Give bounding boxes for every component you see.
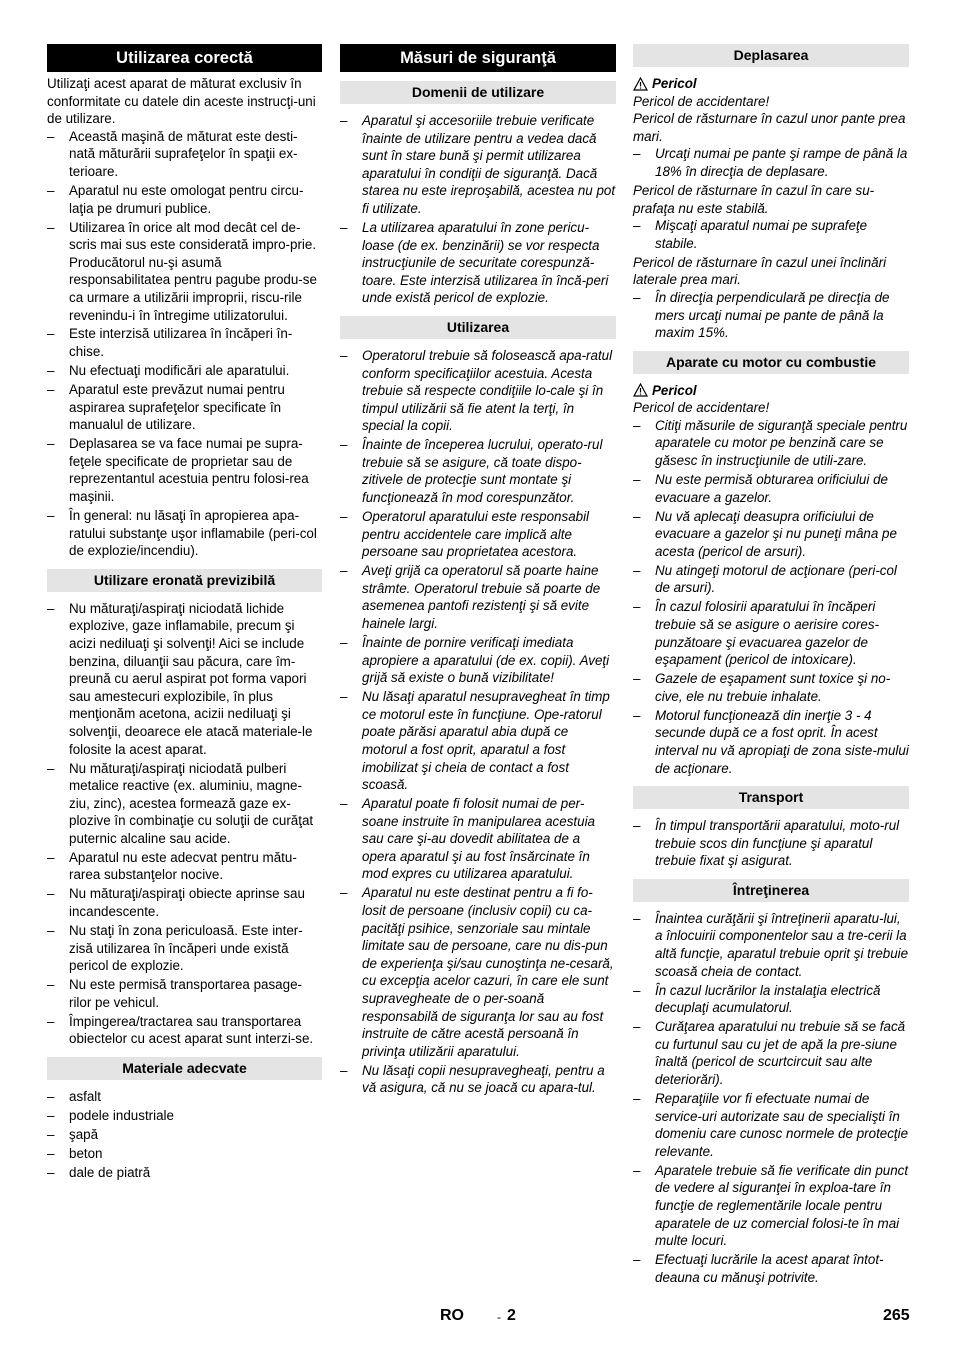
dash-bullet: –: [47, 1126, 55, 1142]
list-item-text: Aparatele trebuie să fie verificate din punct de vedere al siguranţei în exploa-tare în funcţie de reglementările locale pentru aparatele de uz comercial folosi-te în mai multe locuri.: [655, 1162, 909, 1249]
dash-bullet: –: [633, 1090, 641, 1106]
dash-bullet: –: [47, 363, 55, 379]
dash-bullet: –: [633, 562, 641, 578]
list-item-text: Nu efectuaţi modificări ale aparatului.: [69, 363, 290, 379]
list-item: [47, 325, 322, 360]
dash-bullet: –: [47, 1145, 55, 1161]
list-item-text: Nu este permisă obturarea orificiului de evacuare a gazelor.: [655, 472, 888, 505]
usage-list: [340, 347, 616, 1097]
list-item-text: Aparatul poate fi folosit numai de per-soane instruite în manipularea acestuia sau care şi-au dovedit abilitatea de a opera aparatul şi au fost însărcinate în mod expres cu utilizarea aparatului.: [362, 796, 595, 882]
travel-warning: [633, 75, 909, 93]
list-item: [340, 884, 616, 1060]
dash-bullet: –: [340, 437, 348, 453]
engine-text: Pericol de accidentare!: [633, 400, 770, 416]
list-item-text: Aparatul este prevăzut numai pentru aspirarea suprafeţelor specificate în manualul de utilizare.: [69, 382, 285, 433]
list-item-text: Operatorul aparatului este responsabil pentru accidentele care implică alte persoane sau proprietatea acestora.: [362, 509, 590, 560]
dash-bullet: –: [47, 1088, 55, 1104]
list-item: [47, 760, 322, 848]
list-item: [633, 1251, 909, 1286]
dash-bullet: –: [633, 707, 641, 723]
list-item-text: În timpul transportării aparatului, moto-rul trebuie scos din funcţiune şi aparatul trebuie fixat şi asigurat.: [655, 818, 900, 869]
subsection-title-transport: Transport: [633, 786, 909, 809]
section-title-safety: Măsuri de siguranţă: [340, 44, 616, 72]
column-left: [47, 44, 322, 1183]
engine-warning: [633, 382, 909, 400]
list-item-text: Efectuaţi lucrările la acest aparat întot-deauna cu mănuşi potrivite.: [655, 1252, 884, 1285]
dash-bullet: –: [47, 977, 55, 993]
list-item: – Mişcaţi aparatul numai pe suprafeţe stabile.: [633, 218, 868, 251]
dash-bullet: –: [47, 600, 55, 616]
list-item: [340, 562, 616, 632]
list-item: [47, 1145, 322, 1163]
list-item-text: Deplasarea se va face numai pe supra-feţele specificate de proprietar sau de reprezentantul acestuia pentru folosi-rea maşinii.: [69, 436, 309, 504]
list-item-text: Împingerea/tractarea sau transportarea obiectelor cu acest aparat sunt interzi-se.: [69, 1013, 314, 1047]
dash-bullet: –: [633, 910, 641, 926]
dash-bullet: –: [633, 472, 641, 488]
list-item: [47, 600, 322, 758]
dash-bullet: –: [340, 689, 348, 705]
list-item-text: Aparatul nu este adecvat pentru mătu-rarea substanţelor nocive.: [69, 849, 297, 883]
footer-language: RO: [440, 1307, 464, 1324]
list-item-text: Aveţi grijă ca operatorul să poarte haine strâmte. Operatorul trebuie să poarte de asemenea pantofi rezistenţi şi să evite hainele largi.: [362, 563, 601, 631]
list-item-text: Nu măturaţi/aspiraţi niciodată lichide explozive, gaze inflamabile, precum şi acizi nediluaţi şi solvenţi! Aici se include benzina, diluanţii sau păcura, care îm-preună cu aerul aspirat pot forma vapori sau amestecuri explozibile, în plus menţionăm acetona, acizii nediluaţi şi solvenţii, deoarece ele atacă materiale-le folosite la acest aparat.: [69, 600, 313, 757]
dash-bullet: –: [340, 885, 348, 901]
dash-bullet: –: [47, 436, 55, 452]
dash-bullet: –: [47, 182, 55, 198]
correct-use-list: [47, 128, 322, 560]
subsection-title-travel: Deplasarea: [633, 44, 909, 67]
list-item-text: Gazele de eşapament sunt toxice şi no-cive, ele nu trebuie inhalate.: [655, 671, 891, 704]
list-item: [633, 562, 909, 597]
list-item: [633, 471, 909, 506]
list-item-text: În cazul folosirii aparatului în încăperi trebuie să se asigure o aerisire cores-punzătoare şi evacuarea gazelor de eşapament (pericol de intoxicare).: [655, 599, 880, 668]
dash-bullet: –: [633, 818, 641, 834]
intro-paragraph: Utilizaţi acest aparat de măturat exclusiv în conformitate cu datele din aceste instrucţi-uni de utilizare.: [47, 76, 316, 127]
subsection-title-domains: Domenii de utilizare: [340, 81, 616, 104]
list-item: [633, 817, 909, 870]
subsection-title-engine: Aparate cu motor cu combustie: [633, 351, 909, 374]
footer-section-number: 2: [507, 1307, 516, 1324]
subsection-title-misuse: Utilizare eronată previzibilă: [47, 569, 322, 592]
list-item-text: dale de piatră: [69, 1164, 151, 1180]
list-item: [47, 182, 322, 217]
list-item-text: Aparatul şi accesoriile trebuie verificate înainte de utilizare pentru a vedea dacă sunt în stare bună şi permit utilizarea aparatului în condiţii de siguranţă. Dacă starea nu este ireproşabilă, acestea nu pot fi utilizate.: [362, 113, 616, 216]
list-item: [47, 1088, 322, 1106]
list-item-text: Operatorul trebuie să folosească apa-ratul conform specificaţiilor acestuia. Acesta trebuie să respecte condiţiile lo-cale şi în timpul utilizării să fie atent la terţi, în special la copii.: [362, 347, 613, 434]
list-item: [633, 508, 909, 561]
list-item: [47, 1126, 322, 1144]
dash-bullet: –: [47, 886, 55, 902]
subsection-title-usage: Utilizarea: [340, 316, 616, 339]
engine-list: [633, 417, 909, 777]
list-item: [47, 1107, 322, 1125]
list-item-text: podele industriale: [69, 1107, 174, 1123]
list-item: [633, 707, 909, 777]
list-item: [47, 381, 322, 434]
list-item: [340, 436, 616, 506]
domains-list: [340, 112, 616, 307]
section-title-correct-use: Utilizarea corectă: [47, 44, 322, 72]
list-item-text: Înainte de pornire verificaţi imediata apropiere a aparatului (de ex. copii). Aveţi grijă să existe o bună vizibilitate!: [362, 634, 610, 686]
list-item-text: şapă: [69, 1126, 99, 1142]
dash-bullet: –: [633, 1162, 641, 1178]
dash-bullet: –: [47, 128, 55, 144]
dash-bullet: –: [47, 1107, 55, 1123]
list-item: [340, 634, 616, 687]
list-item-text: Aparatul nu este omologat pentru circu-laţia pe drumuri publice.: [69, 182, 304, 216]
dash-bullet: –: [633, 1019, 641, 1035]
transport-list: [633, 817, 909, 870]
list-item-text: Este interzisă utilizarea în încăperi în-chise.: [69, 326, 293, 360]
column-middle: [340, 44, 616, 1098]
column-right: [633, 44, 909, 1288]
list-item: [47, 976, 322, 1011]
dash-bullet: –: [47, 1013, 55, 1029]
dash-bullet: –: [340, 634, 348, 650]
dash-bullet: –: [47, 849, 55, 865]
list-item: [633, 910, 909, 980]
list-item: [633, 1018, 909, 1088]
dash-bullet: –: [47, 760, 55, 776]
dash-bullet: –: [47, 507, 55, 523]
dash-bullet: –: [47, 1164, 55, 1180]
list-item: – Urcaţi numai pe pante şi rampe de până la 18% în direcţia de deplasare.: [633, 146, 908, 179]
dash-bullet: –: [633, 1252, 641, 1268]
list-item: [47, 128, 322, 181]
travel-text: Pericol de răsturnare în cazul unei înclinări laterale prea mari.: [633, 254, 887, 288]
travel-list: [633, 289, 909, 342]
list-item-text: Nu măturaţi/aspiraţi niciodată pulberi metalice reactive (ex. aluminiu, magne-ziu, zinc), acestea formează gaze ex-plozive în combinaţie cu soluţii de curăţat puternic alcaline sau acide.: [69, 760, 314, 846]
materials-list: [47, 1088, 322, 1182]
warning-triangle-icon: [633, 383, 648, 397]
dash-bullet: –: [633, 671, 641, 687]
maintenance-list: [633, 910, 909, 1286]
list-item: [633, 598, 909, 668]
list-item-text: Nu vă aplecaţi deasupra orificiului de evacuare a gazelor şi nu puneţi mâna pe acesta (pericol de arsuri).: [655, 508, 897, 559]
list-item: [47, 435, 322, 505]
dash-bullet: –: [340, 509, 348, 525]
dash-bullet: –: [47, 219, 55, 235]
warning-triangle-icon: [633, 77, 648, 91]
list-item-text: La utilizarea aparatului în zone pericu-loase (de ex. benzinării) se vor respecta instrucţiunile de securitate corespunză-toare. Este interzisă utilizarea în încă-peri unde există pericol de explozie.: [362, 219, 609, 306]
list-item: – În direcţia perpendiculară pe direcţia de mers urcaţi numai pe pante de până la maxim 15%.: [633, 289, 890, 341]
dash-bullet: –: [340, 796, 348, 812]
travel-list: [633, 217, 909, 252]
list-item-text: În cazul lucrărilor la instalaţia electrică decuplaţi acumulatorul.: [655, 982, 881, 1016]
list-item-text: În general: nu lăsaţi în apropierea apa-ratului substanţe uşor inflamabile (peri-col de explozie/incendiu).: [69, 507, 317, 559]
list-item: [47, 1013, 322, 1048]
list-item-text: Curăţarea aparatului nu trebuie să se facă cu furtunul sau cu jet de apă la pre-siune înaltă (pericol de scurtcircuit sau alte deteriorări).: [655, 1019, 906, 1087]
list-item: [47, 507, 322, 560]
list-item-text: Nu măturaţi/aspiraţi obiecte aprinse sau incandescente.: [69, 886, 305, 920]
list-item-text: Reparaţiile vor fi efectuate numai de service-uri autorizate sau de specialişti în domeniu care cunosc normele de protecţie relevante.: [655, 1090, 909, 1159]
travel-list: [633, 145, 909, 180]
list-item: [340, 688, 616, 794]
list-item: [47, 849, 322, 884]
subsection-title-materials: Materiale adecvate: [47, 1057, 322, 1080]
list-item: [340, 795, 616, 883]
list-item-text: Această maşină de măturat este desti-nată măturării suprafeţelor în spaţii ex-terioare.: [69, 128, 298, 179]
list-item: [340, 1062, 616, 1097]
dash-bullet: –: [340, 219, 348, 235]
list-item: [633, 1162, 909, 1250]
dash-bullet: –: [47, 923, 55, 939]
dash-bullet: –: [340, 113, 348, 128]
list-item-text: beton: [69, 1145, 103, 1161]
list-item-text: Aparatul nu este destinat pentru a fi fo-losit de persoane (inclusiv copii) cu ca-pacităţi psihice, senzoriale sau mintale limitate sau de persoane, care nu dis-pun de experienţa şi/sau cunoştinţa ne-cesară, cu excepţia acelor cazuri, în care ele sunt supravegheate de o per-soană responsabilă de siguranţa lor sau au fost instruite de către acestă persoană în privinţa utilizării aparatului.: [362, 885, 614, 1059]
dash-bullet: –: [340, 347, 348, 363]
list-item-text: Înainte de începerea lucrului, operato-rul trebuie să se asigure, că toate dispo-zitivele de protecţie sunt montate şi funcţionează în mod corespunzător.: [362, 437, 603, 506]
list-item-text: Nu este permisă transportarea pasage-rilor pe vehicul.: [69, 977, 302, 1010]
list-item-text: Utilizarea în orice alt mod decât cel de-scris mai sus este considerată impro-prie. Producătorul nu-şi asumă responsabilitatea pentru pagube produ-se ca urmare a utilizării improprii, riscu-rile revenindu-i în întregime utilizatorului.: [69, 219, 317, 323]
list-item: [340, 347, 616, 435]
travel-text: Pericol de răsturnare în cazul în care su-prafaţa nu este stabilă.: [633, 182, 875, 216]
list-item: [47, 885, 322, 920]
list-item: [47, 922, 322, 975]
list-item-text: Nu lăsaţi copii nesupravegheaţi, pentru a vă asigura, că nu se joacă cu apara-tul.: [362, 1062, 605, 1096]
misuse-list: [47, 600, 322, 1048]
subsection-title-maintenance: Întreţinerea: [633, 879, 909, 902]
list-item: [633, 1090, 909, 1160]
list-item: [340, 219, 616, 307]
list-item: [340, 508, 616, 561]
list-item: [340, 112, 616, 218]
travel-text: Pericol de răsturnare în cazul unor pante prea mari.: [633, 111, 906, 144]
dash-bullet: –: [340, 1062, 348, 1078]
dash-bullet: –: [47, 382, 55, 398]
warning-label: Pericol: [652, 382, 697, 398]
list-item: [47, 219, 322, 325]
list-item-text: Citiţi măsurile de siguranţă speciale pentru aparatele cu motor pe benzină care se găsesc în instrucţiunile de utili-zare.: [655, 417, 908, 469]
list-item: [47, 362, 322, 380]
dash-bullet: –: [633, 982, 641, 998]
dash-bullet: –: [47, 326, 55, 342]
list-item-text: Înaintea curăţării şi întreţinerii aparatu-lui, a înlocuirii componentelor sau a tre-cerii la altă funcţie, aparatul trebuie oprit şi trebuie scoasă cheia de contact.: [655, 910, 909, 979]
list-item-text: asfalt: [69, 1088, 102, 1104]
list-item: [633, 417, 909, 470]
list-item-text: Nu atingeţi motorul de acţionare (peri-col de arsuri).: [655, 562, 897, 596]
list-item-text: Motorul funcţionează din inerţie 3 - 4 secunde după ce a fost oprit. În acest interval nu vă apropiaţi de zona siste-mului de acţionare.: [655, 707, 909, 776]
footer-page-number: 265: [883, 1307, 910, 1324]
list-item-text: Nu lăsaţi aparatul nesupravegheat în timp ce motorul este în funcţiune. Ope-ratorul poate părăsi aparatul abia după ce motorul a fost oprit, aparatul a fost imobilizat şi cheia de contact a fost scoasă.: [362, 689, 610, 793]
list-item: [633, 982, 909, 1017]
warning-label: Pericol: [652, 76, 697, 91]
travel-text: Pericol de accidentare!: [633, 93, 770, 109]
list-item: [633, 670, 909, 705]
footer-separator: -: [497, 1310, 501, 1324]
list-item: [47, 1164, 322, 1182]
dash-bullet: –: [340, 563, 348, 579]
list-item-text: Nu staţi în zona periculoasă. Este inter-zisă utilizarea în încăperi unde există pericol de explozie.: [69, 923, 303, 974]
dash-bullet: –: [633, 599, 641, 615]
dash-bullet: –: [633, 508, 641, 524]
dash-bullet: –: [633, 417, 641, 433]
